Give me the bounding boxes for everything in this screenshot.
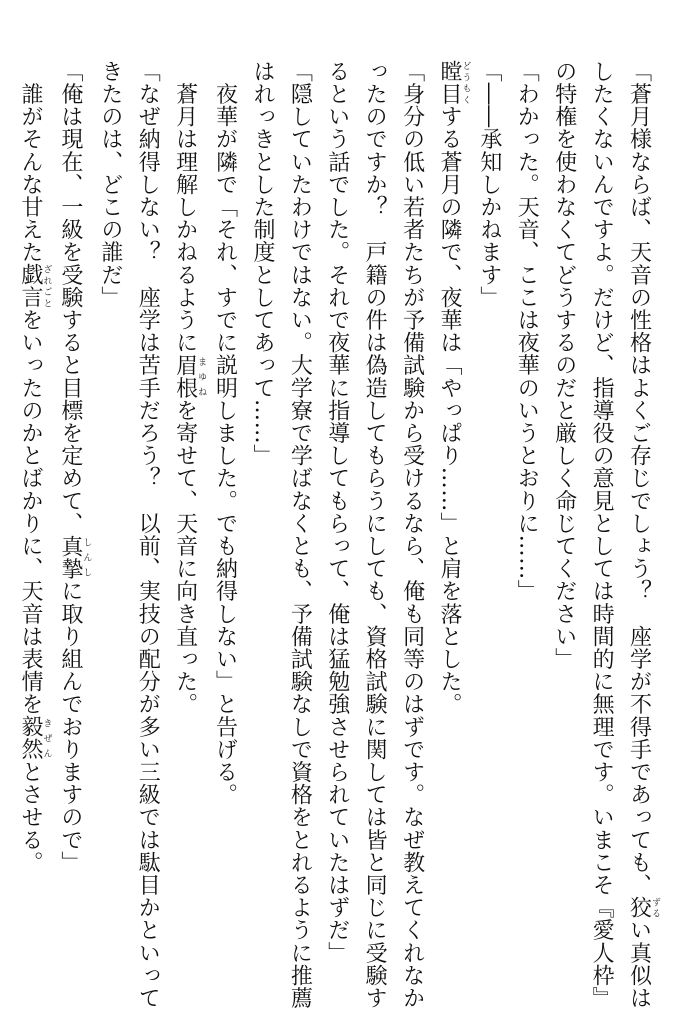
text-line: [52, 60, 92, 960]
text-line: [91, 60, 128, 960]
text-segment: の特権を使わなくてどうするのだと厳しく命じてください」: [551, 60, 577, 671]
ruby-reading: どうもく: [460, 60, 471, 106]
ruby-word: [626, 896, 660, 919]
ruby-base: 戯言: [18, 263, 43, 309]
text-segment: したくないんですよ。だけど、指導役の意見としては時間的に無理です。いまこそ『愛人枠』: [589, 60, 615, 1010]
text-segment: 「身分の低い若者たちが予備試験から受けるなら、俺も同等のはずです。なぜ教えてくれなか: [399, 60, 425, 1010]
ruby-base: 眉根: [172, 353, 198, 400]
text-segment: 「俺は現在、一級を受験すると目標を定めて、: [57, 60, 83, 535]
text-segment: とさせる。: [18, 760, 43, 874]
ruby-base: 真摯: [57, 534, 83, 580]
text-line: [470, 60, 507, 960]
text-line: [244, 60, 281, 960]
ruby-reading: まゆね: [196, 353, 207, 400]
text-segment: きたのは、どこの誰だ」: [97, 60, 123, 309]
text-line: [281, 60, 318, 1010]
text-line: [206, 60, 243, 960]
text-line: [393, 60, 430, 1010]
text-segment: 「隠していたわけではない。大学寮で学ばなくとも、予備試験なしで資格をとれるように推薦: [287, 60, 313, 1010]
text-line: [583, 60, 620, 1010]
text-line: [318, 60, 355, 964]
text-segment: 「わかった。天音、ここは夜華のいうとおりに……」: [514, 60, 540, 603]
text-line: [12, 60, 52, 960]
ruby-word: [18, 263, 52, 309]
text-segment: 「――承知しかねます」: [476, 60, 502, 309]
ruby-reading: ずる: [650, 896, 660, 919]
text-segment: する蒼月の隣で、夜華は「やっぱり……」と肩を落とした。: [436, 105, 462, 716]
ruby-base: 瞠目: [436, 60, 462, 106]
text-segment: 誰がそんな甘えた: [18, 60, 43, 264]
text-segment: 「なぜ納得しない？ 座学は苦手だろう？ 以前、実技の配分が多い三級では駄目かといって: [135, 60, 161, 1010]
text-segment: はれっきとした制度としてあって……」: [249, 60, 275, 467]
ruby-reading: きぜん: [41, 715, 52, 761]
ruby-reading: ざれごと: [41, 263, 52, 309]
ruby-word: [57, 534, 92, 580]
text-line: [620, 60, 660, 1010]
ruby-base: 毅然: [18, 715, 43, 761]
text-segment: ったのですか？ 戸籍の件は偽造してもらうにしても、資格試験に関しては皆と同じに受験す: [362, 60, 388, 1010]
text-segment: をいったのかとばかりに、天音は表情を: [18, 308, 43, 716]
text-line: [545, 60, 582, 960]
text-segment: を寄せて、天音に向き直った。: [172, 399, 198, 716]
text-segment: 蒼月は理解しかねるように: [172, 60, 198, 354]
text-line: [129, 60, 166, 1010]
text-line: [166, 60, 206, 960]
text-line: [431, 60, 471, 960]
text-line: [508, 60, 545, 960]
ruby-word: [436, 60, 471, 106]
ruby-reading: しんし: [81, 534, 92, 580]
text-segment: 「蒼月様ならば、天音の性格はよくご存じでしょう？ 座学が不得手であっても、: [626, 60, 652, 897]
vertical-text-body: [12, 60, 660, 1010]
text-segment: い真似は: [626, 918, 652, 1010]
text-segment: に取り組んでおりますので」: [57, 579, 83, 874]
text-line: [356, 60, 393, 1010]
ruby-word: [172, 353, 207, 400]
ruby-word: [18, 715, 52, 761]
text-segment: 夜華が隣で「それ、すでに説明しました。でも納得しない」と告げる。: [212, 60, 238, 806]
text-segment: るという話でした。それで夜華に指導してもらって、俺は猛勉強させられていたはずだ」: [324, 60, 350, 964]
ruby-base: 狡: [626, 896, 652, 919]
